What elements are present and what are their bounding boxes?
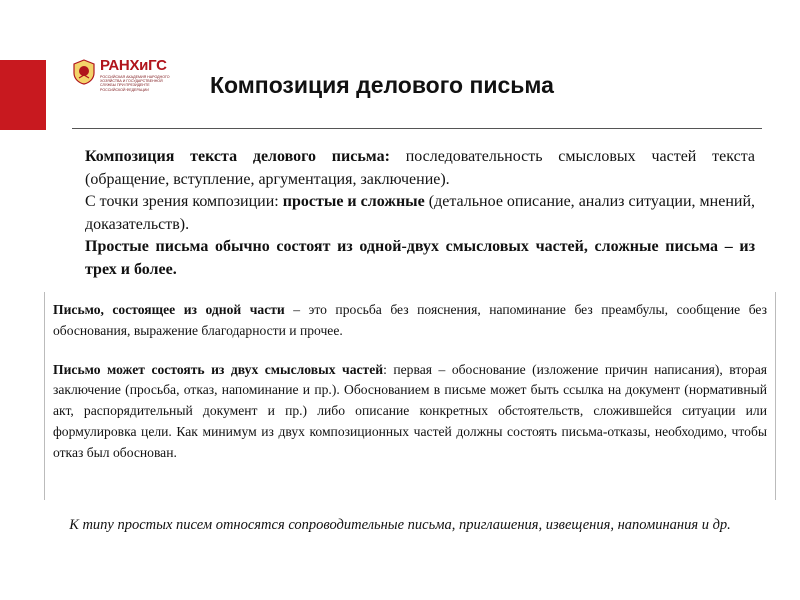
divider bbox=[72, 128, 762, 129]
intro-p1-text: последовательность смысловых частей текста (обращение, вступление, аргументация, заключение). bbox=[85, 148, 755, 188]
intro-p2-bold: простые и сложные bbox=[282, 193, 425, 210]
logo-subtitle: РОССИЙСКАЯ АКАДЕМИЯ НАРОДНОГО ХОЗЯЙСТВА И ГОСУДАРСТВЕННОЙ СЛУЖБЫ ПРИ ПРЕЗИДЕНТЕ РОССИЙСКОЙ ФЕДЕРАЦИИ bbox=[100, 75, 170, 92]
box-p1-text: – это просьба без пояснения, напоминание без преамбулы, сообщение без обоснования, выражение благодарности и прочее. bbox=[53, 302, 768, 338]
footer-note: К типу простых писем относятся сопроводительные письма, приглашения, извещения, напоминания и др. bbox=[69, 517, 731, 533]
box-p2-text: : первая – обоснование (изложение причин написания), вторая заключение (просьба, отказ, напоминание и пр.). Обоснованием в письме может быть ссылка на документ (нормативный акт, распорядительный документ и пр.) либо описание конкретных обстоятельств, сложившейся ситуации или формулировка цели. Как минимум из двух композиционных частей должны состоять письма-отказы, необходимо, чтобы отказ был обоснован. bbox=[53, 361, 767, 460]
intro-p2-text-a: С точки зрения композиции: bbox=[85, 193, 283, 210]
box-p1-bold: Письмо, состоящее из одной части bbox=[53, 302, 285, 317]
box-p2-bold: Письмо может состоять из двух смысловых частей bbox=[53, 361, 384, 377]
box-paragraph-1 bbox=[53, 300, 767, 342]
intro-paragraph-1 bbox=[85, 146, 755, 191]
page-title: Композиция делового письма bbox=[210, 72, 554, 98]
intro-paragraph-2 bbox=[85, 191, 755, 236]
logo bbox=[72, 57, 176, 91]
logo-name: РАНХиГС bbox=[100, 57, 167, 74]
spacer bbox=[53, 342, 767, 360]
accent-bar bbox=[0, 60, 46, 130]
emblem-icon bbox=[72, 59, 96, 85]
box-paragraph-2 bbox=[53, 360, 767, 464]
intro-paragraph-3: Простые письма обычно состоят из одной-двух смысловых частей, сложные письма – из трех и более. bbox=[85, 238, 755, 278]
explanation-box bbox=[44, 292, 776, 500]
intro-section bbox=[85, 146, 755, 281]
intro-p1-bold: Композиция текста делового письма: bbox=[85, 148, 390, 165]
intro-p2-text-b: (детальное описание, анализ ситуации, мнений, доказательств). bbox=[85, 193, 756, 233]
